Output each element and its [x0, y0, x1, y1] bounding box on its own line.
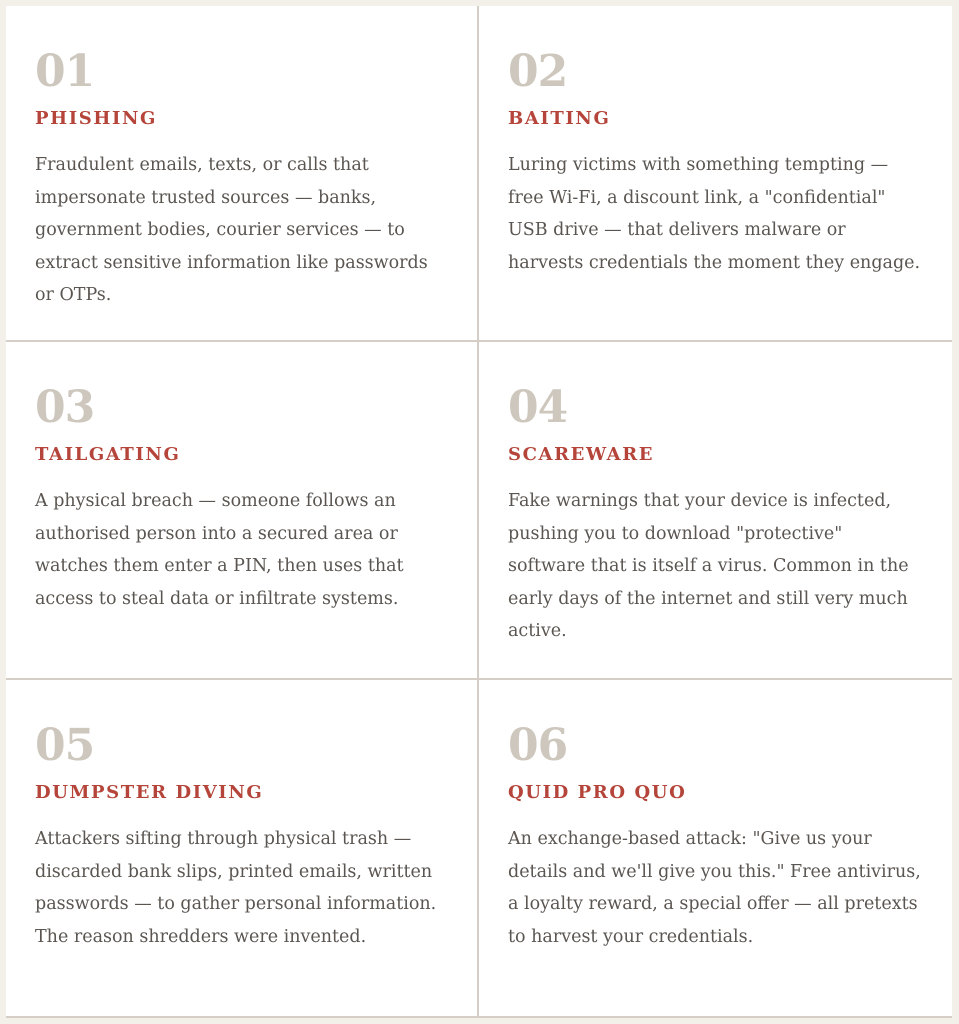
card-number: 01 [35, 46, 95, 97]
card-dumpster-diving [6, 680, 477, 1016]
card-title: BAITING [508, 108, 611, 129]
card-description: Luring victims with something tempting — free Wi-Fi, a discount link, a "confidential" USB drive — that delivers malware or harvests credentials the moment they engage. [508, 155, 921, 273]
card-description: Attackers sifting through physical trash — discarded bank slips, printed emails, written passwords — to gather personal information. The reason shredders were invented. [35, 829, 437, 947]
card-title: PHISHING [35, 108, 158, 129]
card-number: 06 [508, 720, 568, 771]
card-baiting [479, 6, 952, 340]
card-number: 04 [508, 382, 568, 433]
card-number: 03 [35, 382, 95, 433]
card-number: 05 [35, 720, 95, 771]
card-title: SCAREWARE [508, 444, 655, 465]
card-title: QUID PRO QUO [508, 782, 687, 803]
card-tailgating [6, 342, 477, 678]
card-quid-pro-quo [479, 680, 952, 1016]
card-description: Fraudulent emails, texts, or calls that impersonate trusted sources — banks, government bodies, courier services — to extract sensitive information like passwords or OTPs. [35, 155, 428, 305]
card-description: A physical breach — someone follows an authorised person into a secured area or watches them enter a PIN, then uses that access to steal data or infiltrate systems. [35, 491, 404, 609]
card-number: 02 [508, 46, 568, 97]
card-description: Fake warnings that your device is infected, pushing you to download "protective" software that is itself a virus. Common in the early days of the internet and still very much active. [508, 491, 909, 641]
card-phishing [6, 6, 477, 340]
card-description: An exchange-based attack: "Give us your details and we'll give you this." Free antivirus, a loyalty reward, a special offer — all pretexts to harvest your credentials. [508, 829, 921, 947]
attack-types-grid [6, 6, 952, 1018]
card-title: TAILGATING [35, 444, 181, 465]
card-title: DUMPSTER DIVING [35, 782, 264, 803]
card-scareware [479, 342, 952, 678]
